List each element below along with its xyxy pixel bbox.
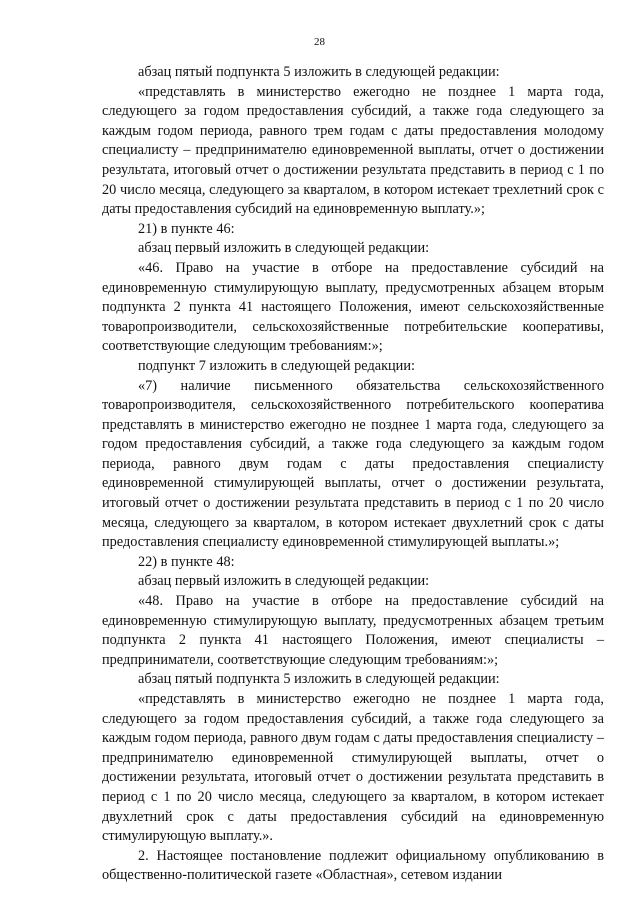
paragraph: 21) в пункте 46: (138, 220, 235, 237)
paragraph: «представлять в министерство ежегодно не позднее 1 марта года, следующего за годом предоставления субсидий, а также года следующего за каждым годом периода, равного двум годам с даты предоставления специалисту – предпринимателю единовременной стимулирующей выплаты, отчет о достижении результата, итоговый отчет о достижении результата представить в период с 1 по 20 число месяца, следующего за кварталом, в котором истекает двухлетний срок с даты предоставления субсидий на единовременную стимулирующую выплату.». (102, 691, 604, 845)
paragraph: абзац первый изложить в следующей редакции: (138, 573, 430, 590)
paragraph: «представлять в министерство ежегодно не позднее 1 марта года, следующего за годом предоставления субсидий, а также года следующего за каждым годом периода, равного трем годам с даты предоставления молодому специалисту – предпринимателю единовременной выплаты, отчет о достижении результата, итоговый отчет о достижении результата представить в период с 1 по 20 число месяца, следующего за кварталом, в котором истекает трехлетний срок с даты предоставления субсидий на единовременную выплату.»; (102, 83, 604, 218)
paragraph: 2. Настоящее постановление подлежит официальному опубликованию в общественно-политической газете «Областная», сетевом издании (102, 847, 604, 884)
paragraph: «7) наличие письменного обязательства сельскохозяйственного товаропроизводителя, сельскохозяйственного потребительского кооператива представлять в министерство ежегодно не позднее 1 марта года, следующего за годом предоставления субсидий, а также года следующего за каждым годом периода, равного двум годам с даты предоставления специалисту единовременной стимулирующей выплаты, отчет о достижении результата, итоговый отчет о достижении результата представить в период с 1 по 20 число месяца, следующего за кварталом, в котором истекает двухлетний срок с даты предоставления специалисту единовременной стимулирующей выплаты.»; (102, 377, 604, 551)
paragraph: абзац пятый подпункта 5 изложить в следующей редакции: (138, 64, 500, 80)
paragraph: абзац первый изложить в следующей редакции: (138, 240, 430, 257)
paragraph: подпункт 7 изложить в следующей редакции: (138, 357, 415, 374)
page-number: 28 (314, 36, 325, 48)
document-body (102, 63, 604, 886)
paragraph: «46. Право на участие в отборе на предоставление субсидий на единовременную стимулирующую выплату, предусмотренных абзацем вторым подпункта 2 пункта 41 настоящего Положения, имеют сельскохозяйственные товаропроизводители, сельскохозяйственные потребительские кооперативы, соответствующие следующим требованиям:»; (102, 259, 604, 355)
paragraph: «48. Право на участие в отборе на предоставление субсидий на единовременную стимулирующую выплату, предусмотренных абзацем третьим подпункта 2 пункта 41 настоящего Положения, имеют специалисты – предприниматели, соответствующие следующим требованиям:»; (102, 593, 604, 668)
paragraph: абзац пятый подпункта 5 изложить в следующей редакции: (138, 671, 500, 688)
paragraph: 22) в пункте 48: (138, 553, 235, 570)
